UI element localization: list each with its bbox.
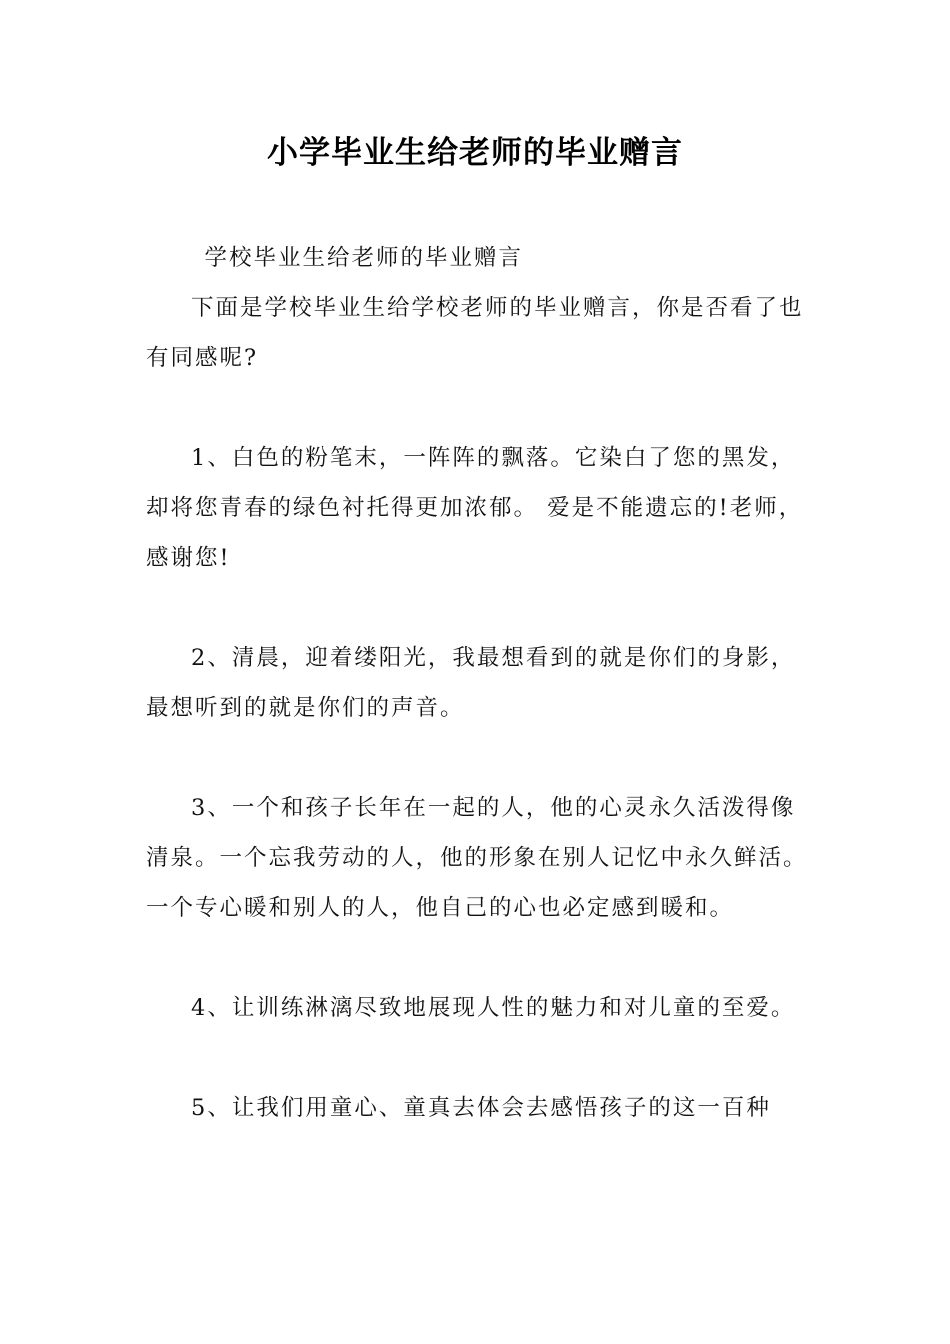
paragraph-gap [146, 933, 816, 983]
document-subtitle: 学校毕业生给老师的毕业赠言 [204, 245, 524, 271]
intro-paragraph: 下面是学校毕业生给学校老师的毕业赠言，你是否看了也有同感呢? [146, 295, 804, 371]
list-item: 5、让我们用童心、童真去体会去感悟孩子的这一百种 [191, 1095, 771, 1121]
list-item: 2、清晨，迎着缕阳光，我最想看到的就是你们的身影，最想听到的就是你们的声音。 [146, 645, 796, 721]
list-item: 3、一个和孩子长年在一起的人，他的心灵永久活泼得像清泉。一个忘我劳动的人，他的形象在别人记忆中永久鲜活。一个专心暖和别人的人，他自己的心也必定感到暖和。 [146, 795, 808, 921]
paragraph-gap [146, 733, 816, 783]
paragraph-gap [146, 583, 816, 633]
paragraph-gap [146, 1033, 816, 1083]
list-item: 1、白色的粉笔末，一阵阵的飘落。它染白了您的黑发，却将您青春的绿色衬托得更加浓郁。 爱是不能遗忘的!老师，感谢您! [146, 445, 804, 571]
list-item: 4、让训练淋漓尽致地展现人性的魅力和对儿童的至爱。 [191, 995, 796, 1021]
document-body [146, 233, 816, 1133]
document-title: 小学毕业生给老师的毕业赠言 [267, 135, 683, 171]
paragraph-gap [146, 383, 816, 433]
